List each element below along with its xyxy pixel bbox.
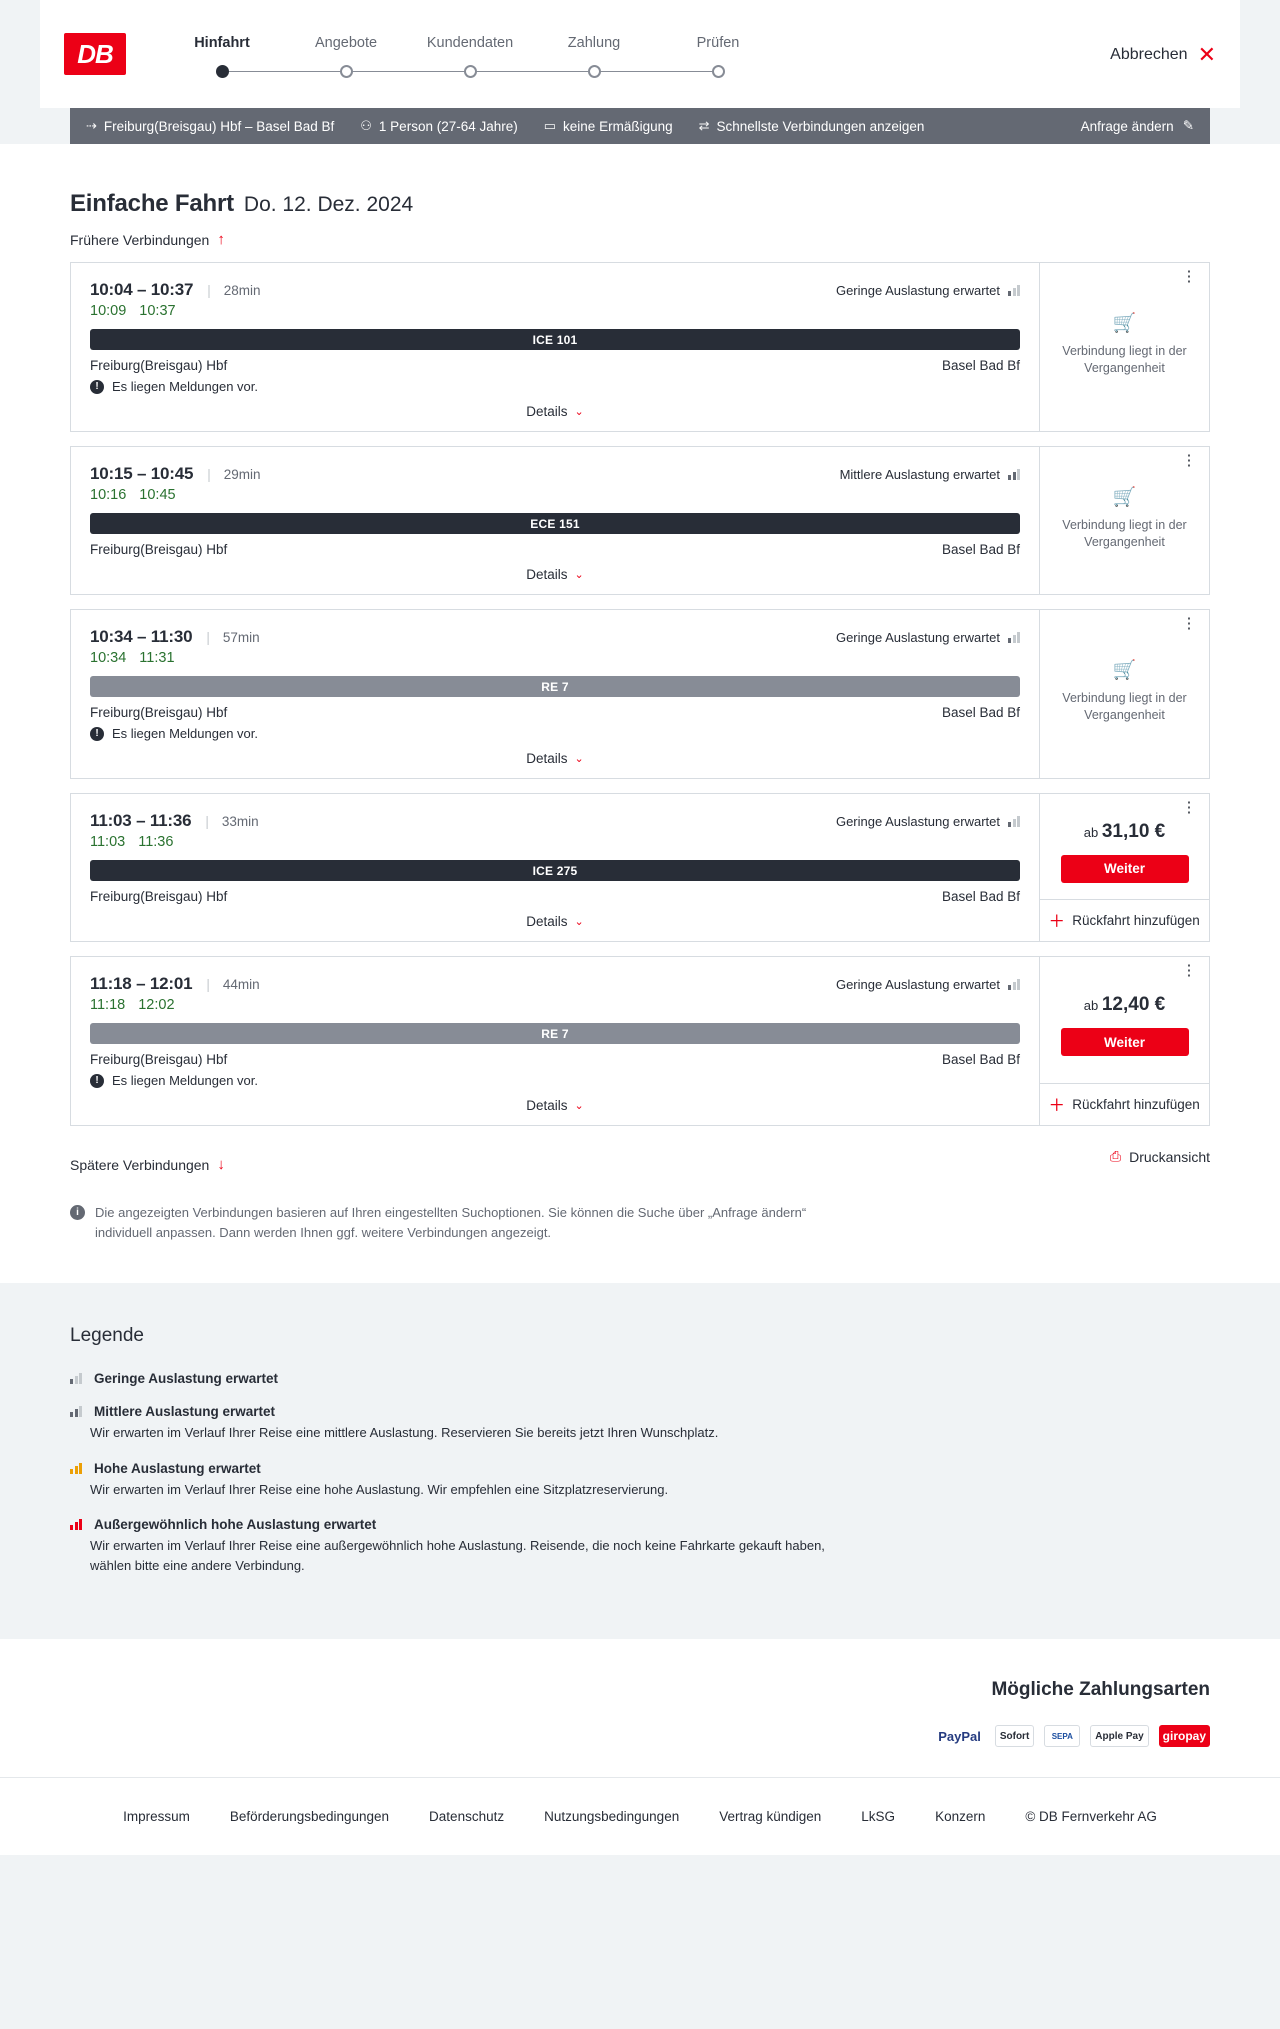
step-line-right: [346, 71, 408, 72]
connection-info: [71, 610, 1039, 778]
cart-icon: 🛒: [1112, 313, 1137, 335]
printer-icon: ⎙: [1109, 1148, 1122, 1164]
actual-arrival: 12:02: [138, 997, 175, 1013]
messages-notice[interactable]: [90, 726, 1020, 741]
messages-notice[interactable]: [90, 379, 1020, 394]
price-value: 31,10 €: [1101, 820, 1166, 842]
info-icon: i: [70, 1205, 85, 1220]
price: [1084, 994, 1166, 1016]
details-toggle[interactable]: [90, 567, 1020, 582]
details-toggle[interactable]: [90, 404, 1020, 419]
summary-discount-label: keine Ermäßigung: [563, 118, 673, 134]
step-dot-wrap: [656, 63, 780, 79]
connection-list: [70, 262, 1210, 1126]
step-label: Prüfen: [696, 35, 740, 51]
legend-item-label: Geringe Auslastung erwartet: [94, 1371, 279, 1387]
giropay-label: giropay: [1162, 1729, 1206, 1744]
step-line-left: [656, 71, 718, 72]
occupancy-label: Mittlere Auslastung erwartet: [839, 467, 1000, 482]
occupancy-label: Geringe Auslastung erwartet: [835, 283, 1000, 298]
legend-item-head: [70, 1461, 1210, 1476]
summary-passengers[interactable]: [360, 118, 543, 134]
step-dot: [340, 65, 353, 78]
summary-discount[interactable]: [544, 118, 699, 134]
train-badge[interactable]: ECE 151: [90, 513, 1020, 534]
footer-link-lksg[interactable]: LkSG: [861, 1809, 896, 1825]
actual-times: [90, 834, 1020, 850]
details-label: Details: [526, 404, 568, 419]
step-zahlung[interactable]: [532, 35, 656, 79]
past-connection-notice: [1040, 447, 1209, 594]
edit-request-button[interactable]: [1081, 118, 1194, 134]
legend-item-desc: Wir erwarten im Verlauf Ihrer Reise eine hohe Auslastung. Wir empfehlen eine Sitzplatzreservierung.: [90, 1481, 669, 1497]
paypal-icon: [934, 1725, 985, 1747]
occupancy-indicator: [836, 977, 1020, 992]
occupancy-bars-icon: [1008, 285, 1020, 296]
connection-info: [71, 263, 1039, 431]
step-dot: [588, 65, 601, 78]
connection-action: [1039, 794, 1209, 941]
occupancy-label: Geringe Auslastung erwartet: [835, 977, 1000, 992]
actual-times: [90, 997, 1020, 1013]
connection-duration: [206, 630, 259, 645]
train-badge[interactable]: RE 7: [90, 676, 1020, 697]
search-summary-bar: [70, 108, 1210, 144]
db-logo[interactable]: DB: [64, 33, 126, 75]
continue-button[interactable]: Weiter: [1061, 855, 1189, 883]
connection-duration: [206, 977, 259, 992]
connection-time-range: 11:18 – 12:01: [90, 974, 193, 993]
price-value: 12,40 €: [1101, 994, 1166, 1015]
more-options-icon[interactable]: ⋮: [1181, 268, 1197, 285]
apple-pay-label: Apple Pay: [1095, 1730, 1144, 1742]
step-line-left: [284, 71, 346, 72]
footer-copyright: © DB Fernverkehr AG: [1025, 1809, 1157, 1825]
chevron-down-icon: ⌄: [574, 916, 584, 928]
summary-route[interactable]: [86, 118, 360, 134]
connection-action: [1039, 610, 1209, 778]
chevron-down-icon: ⌄: [574, 406, 584, 418]
step-label: Kundendaten: [426, 35, 514, 51]
cancel-button[interactable]: [1110, 44, 1216, 66]
connection-card[interactable]: [70, 446, 1210, 595]
chevron-down-icon: ⌄: [574, 569, 584, 581]
legend-item-desc: Wir erwarten im Verlauf Ihrer Reise eine außergewöhnlich hohe Auslastung. Reisende, die noch keine Fahrkarte gekauft haben, wählen bitte eine andere Verbindung.: [90, 1538, 825, 1573]
past-connection-label: Verbindung liegt in der Vergangenheit: [1062, 344, 1187, 375]
apple-pay-icon: [1090, 1725, 1148, 1747]
details-label: Details: [526, 1098, 568, 1113]
train-badge[interactable]: RE 7: [90, 1023, 1020, 1044]
summary-passengers-label: 1 Person (27-64 Jahre): [378, 118, 518, 134]
connection-info: [71, 957, 1039, 1125]
connection-info: [71, 794, 1039, 941]
connection-header: [90, 464, 1020, 484]
step-angebote[interactable]: [284, 35, 408, 79]
connection-card[interactable]: [70, 609, 1210, 779]
checkout-stepper: [160, 35, 780, 79]
footer-link-datenschutz[interactable]: Datenschutz: [429, 1809, 505, 1825]
legend-item-desc: Wir erwarten im Verlauf Ihrer Reise eine mittlere Auslastung. Reservieren Sie bereits jetzt Ihren Wunschplatz.: [90, 1425, 719, 1441]
connection-time-range: 10:04 – 10:37: [90, 280, 194, 299]
payment-logo-list: [70, 1725, 1210, 1747]
duration-value: 29min: [223, 467, 261, 482]
footer-link-befoerderungsbedingungen[interactable]: Beförderungsbedingungen: [229, 1809, 390, 1825]
station-from: Freiburg(Breisgau) Hbf: [90, 542, 228, 557]
connection-header: [90, 974, 1020, 994]
price-prefix: ab: [1083, 998, 1099, 1013]
messages-label: Es liegen Meldungen vor.: [112, 379, 258, 394]
later-connections-button[interactable]: [70, 1156, 225, 1173]
summary-route-label: Freiburg(Breisgau) Hbf – Basel Bad Bf: [103, 118, 335, 134]
payment-methods-section: [0, 1639, 1280, 1777]
sofort-label: Sofort: [999, 1730, 1030, 1742]
actual-departure: 11:03: [90, 834, 126, 850]
cancel-label: Abbrechen: [1110, 46, 1188, 63]
page-title-date: Do. 12. Dez. 2024: [243, 193, 414, 216]
earlier-label: Frühere Verbindungen: [70, 231, 210, 248]
chevron-down-icon: ⌄: [574, 753, 584, 765]
add-return-trip-button[interactable]: [1040, 1083, 1209, 1125]
divider: |: [205, 814, 209, 829]
price: [1084, 821, 1166, 843]
station-from: Freiburg(Breisgau) Hbf: [90, 705, 228, 720]
earlier-connections-button[interactable]: [70, 231, 1210, 248]
details-toggle[interactable]: [90, 751, 1020, 766]
connection-action: [1039, 957, 1209, 1125]
continue-button[interactable]: Weiter: [1061, 1028, 1189, 1056]
step-dot-wrap: [160, 63, 284, 79]
add-return-label: Rückfahrt hinzufügen: [1072, 1097, 1200, 1112]
step-line-right: [222, 71, 284, 72]
arrow-up-icon: ↑: [217, 231, 225, 248]
station-to: Basel Bad Bf: [941, 889, 1020, 904]
legend-title: Legende: [70, 1325, 144, 1347]
plus-icon: ＋: [1049, 1097, 1065, 1114]
pencil-icon: ✎: [1182, 118, 1194, 133]
stations: [90, 889, 1020, 904]
stations: [90, 705, 1020, 720]
connection-duration: [207, 283, 260, 298]
sepa-label: SEPA: [1051, 1731, 1073, 1741]
price-prefix: ab: [1083, 824, 1099, 840]
filter-icon: ⇄: [698, 118, 710, 133]
legend-item: [70, 1371, 1210, 1386]
print-label: Druckansicht: [1129, 1148, 1210, 1165]
connection-header: [90, 627, 1020, 647]
info-icon: !: [90, 380, 104, 394]
divider: |: [206, 630, 210, 645]
page-title: [70, 190, 1210, 218]
card-icon: ▭: [543, 118, 557, 133]
step-dot: [216, 65, 229, 78]
add-return-trip-button[interactable]: [1040, 899, 1209, 941]
legend-item: [70, 1517, 1210, 1575]
footer-link-impressum[interactable]: Impressum: [123, 1809, 190, 1825]
actual-times: [90, 487, 1020, 503]
add-return-label: Rückfahrt hinzufügen: [1072, 913, 1200, 928]
more-options-icon[interactable]: ⋮: [1181, 615, 1197, 632]
step-dot: [464, 65, 477, 78]
past-connection-notice: [1040, 610, 1209, 778]
connection-time-range: 10:15 – 10:45: [90, 464, 194, 483]
edit-request-label: Anfrage ändern: [1080, 118, 1174, 134]
actual-departure: 10:16: [90, 487, 127, 503]
duration-value: 57min: [222, 630, 260, 645]
actual-arrival: 11:31: [139, 650, 175, 666]
connection-header: [90, 811, 1020, 831]
occupancy-indicator: [840, 467, 1020, 482]
occupancy-indicator: [836, 814, 1020, 829]
step-label: Hinfahrt: [194, 35, 250, 51]
station-from: Freiburg(Breisgau) Hbf: [90, 1052, 228, 1067]
connection-duration: [205, 814, 258, 829]
cart-icon: 🛒: [1112, 486, 1137, 508]
actual-arrival: 10:37: [139, 303, 176, 319]
step-dot-wrap: [408, 63, 532, 79]
step-pruefen[interactable]: [656, 35, 780, 79]
page-title-text: Einfache Fahrt: [70, 190, 234, 217]
step-line-right: [594, 71, 656, 72]
header-bar: [40, 0, 1240, 108]
divider: |: [207, 467, 211, 482]
paypal-label: PayPal: [938, 1728, 981, 1744]
actual-departure: 10:09: [90, 303, 127, 319]
details-label: Details: [526, 751, 568, 766]
close-icon: ✕: [1197, 42, 1216, 67]
legend-item-label: Mittlere Auslastung erwartet: [94, 1404, 276, 1420]
actual-arrival: 11:36: [138, 834, 174, 850]
station-from: Freiburg(Breisgau) Hbf: [90, 358, 228, 373]
legend-item-head: [70, 1404, 1210, 1419]
step-kundendaten[interactable]: [408, 35, 532, 79]
results-footer-row: [70, 1140, 1210, 1173]
footer: [0, 1777, 1280, 1855]
details-toggle[interactable]: [90, 914, 1020, 929]
messages-notice[interactable]: [90, 1073, 1020, 1088]
legend-item: [70, 1404, 1210, 1443]
station-to: Basel Bad Bf: [941, 358, 1020, 373]
print-view-button[interactable]: [1110, 1148, 1210, 1165]
train-badge[interactable]: ICE 101: [90, 329, 1020, 350]
occupancy-label: Geringe Auslastung erwartet: [835, 630, 1000, 645]
connection-action: [1039, 447, 1209, 594]
connection-info: [71, 447, 1039, 594]
past-connection-label: Verbindung liegt in der Vergangenheit: [1062, 517, 1187, 549]
footer-link-konzern[interactable]: Konzern: [935, 1809, 986, 1825]
station-to: Basel Bad Bf: [941, 705, 1020, 720]
step-dot: [712, 65, 725, 78]
info-icon: !: [90, 727, 104, 741]
legend-item-label: Außergewöhnlich hohe Auslastung erwartet: [94, 1517, 377, 1533]
info-icon: !: [90, 1074, 104, 1088]
results-panel: [0, 144, 1280, 1283]
payment-title: Mögliche Zahlungsarten: [991, 1679, 1210, 1701]
step-line-left: [532, 71, 594, 72]
details-toggle[interactable]: [90, 1098, 1020, 1113]
legend-section: [0, 1283, 1280, 1639]
step-line-right: [470, 71, 532, 72]
chevron-down-icon: ⌄: [574, 1100, 584, 1112]
search-hint: [70, 1203, 840, 1243]
connection-time-range: 11:03 – 11:36: [90, 811, 192, 830]
actual-times: [90, 650, 1020, 666]
connection-card[interactable]: [70, 956, 1210, 1126]
messages-label: Es liegen Meldungen vor.: [112, 726, 258, 741]
plus-icon: ＋: [1049, 913, 1065, 930]
legend-item-head: [70, 1371, 1210, 1386]
route-arrow-icon: ⇢: [86, 118, 97, 133]
actual-departure: 11:18: [90, 997, 126, 1013]
stations: [90, 542, 1020, 557]
more-options-icon[interactable]: ⋮: [1181, 962, 1197, 979]
duration-value: 44min: [222, 977, 260, 992]
more-options-icon[interactable]: ⋮: [1181, 452, 1197, 469]
person-icon: ⚇: [360, 118, 372, 133]
station-to: Basel Bad Bf: [941, 1052, 1020, 1067]
summary-option-label: Schnellste Verbindungen anzeigen: [716, 118, 925, 134]
step-label: Angebote: [314, 35, 378, 51]
train-badge[interactable]: ICE 275: [90, 860, 1020, 881]
occupancy-overload-icon: [70, 1519, 82, 1530]
occupancy-bars-icon: [1008, 816, 1020, 827]
sepa-icon: [1044, 1725, 1080, 1747]
occupancy-bars-icon: [1008, 632, 1020, 643]
actual-times: [90, 303, 1020, 319]
occupancy-bars-icon: [1008, 469, 1020, 480]
sofort-icon: [995, 1725, 1034, 1747]
legend-item-label: Hohe Auslastung erwartet: [94, 1460, 261, 1476]
connection-time-range: 10:34 – 11:30: [90, 627, 193, 646]
occupancy-bars-icon: [1008, 979, 1020, 990]
details-label: Details: [526, 567, 568, 582]
connection-card[interactable]: [70, 262, 1210, 432]
search-hint-text: Die angezeigten Verbindungen basieren auf Ihren eingestellten Suchoptionen. Sie können die Suche über „Anfrage ändern“ individuell anpassen. Dann werden Ihnen ggf. weitere Verbindungen angezeigt.: [95, 1205, 807, 1241]
summary-option[interactable]: [699, 118, 951, 134]
giropay-icon: [1159, 1725, 1210, 1747]
actual-departure: 10:34: [90, 650, 127, 666]
occupancy-indicator: [836, 283, 1020, 298]
occupancy-bars-icon: [70, 1406, 82, 1417]
step-label: Zahlung: [567, 35, 621, 51]
details-label: Details: [526, 914, 568, 929]
occupancy-bars-icon: [70, 1373, 82, 1384]
step-dot-wrap: [284, 63, 408, 79]
cart-icon: 🛒: [1112, 660, 1137, 682]
messages-label: Es liegen Meldungen vor.: [112, 1073, 258, 1088]
duration-value: 33min: [221, 814, 259, 829]
past-connection-label: Verbindung liegt in der Vergangenheit: [1062, 691, 1187, 722]
occupancy-label: Geringe Auslastung erwartet: [835, 814, 1000, 829]
legend-item: [70, 1461, 1210, 1500]
connection-action: [1039, 263, 1209, 431]
connection-duration: [207, 467, 260, 482]
stations: [90, 1052, 1020, 1067]
stations: [90, 358, 1020, 373]
footer-link-vertrag-kuendigen[interactable]: Vertrag kündigen: [719, 1809, 822, 1825]
connection-card[interactable]: [70, 793, 1210, 942]
later-label: Spätere Verbindungen: [70, 1156, 210, 1173]
step-hinfahrt[interactable]: [160, 35, 284, 79]
occupancy-indicator: [836, 630, 1020, 645]
actual-arrival: 10:45: [139, 487, 176, 503]
connection-header: [90, 280, 1020, 300]
past-connection-notice: [1040, 263, 1209, 431]
step-line-left: [408, 71, 470, 72]
legend-item-head: [70, 1517, 1210, 1532]
divider: |: [207, 283, 211, 298]
more-options-icon[interactable]: ⋮: [1181, 799, 1197, 816]
occupancy-bars-icon: [70, 1463, 82, 1474]
arrow-down-icon: ↓: [217, 1156, 225, 1173]
footer-link-nutzungsbedingungen[interactable]: Nutzungsbedingungen: [544, 1809, 680, 1825]
step-dot-wrap: [532, 63, 656, 79]
divider: |: [206, 977, 210, 992]
station-to: Basel Bad Bf: [941, 542, 1020, 557]
duration-value: 28min: [223, 283, 261, 298]
station-from: Freiburg(Breisgau) Hbf: [90, 889, 228, 904]
